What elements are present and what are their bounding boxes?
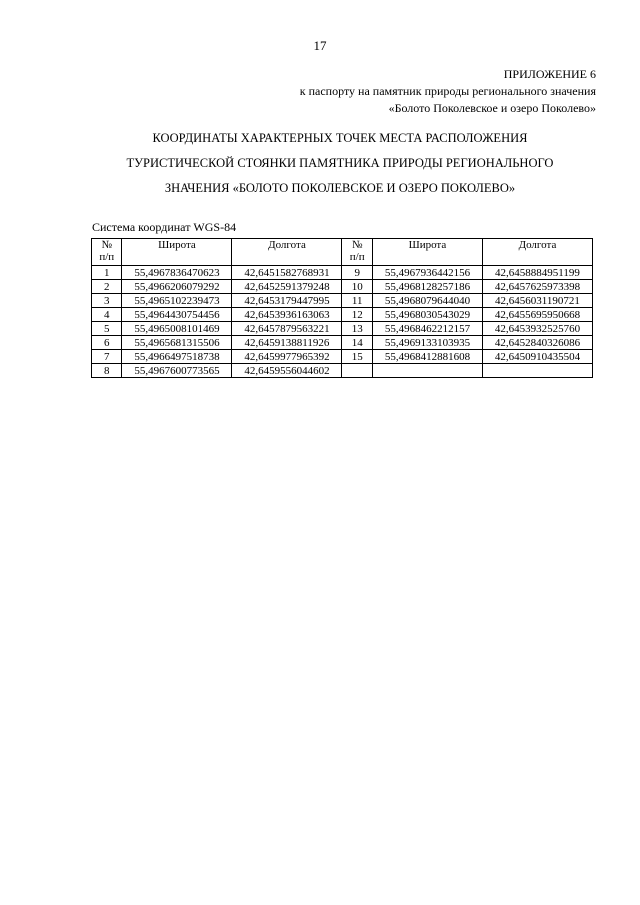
table-row — [92, 350, 593, 364]
latitude-cell: 55,4968030543029 — [372, 308, 482, 322]
heading-line-1: КООРДИНАТЫ ХАРАКТЕРНЫХ ТОЧЕК МЕСТА РАСПОЛОЖЕНИЯ — [152, 131, 528, 145]
table-row — [92, 336, 593, 350]
point-number: 1 — [92, 266, 122, 280]
header-number-symbol: № — [351, 239, 363, 251]
header-number-2 — [342, 239, 372, 266]
longitude-cell: 42,6459977965392 — [232, 350, 342, 364]
point-number: 10 — [342, 280, 372, 294]
table-header-row — [92, 239, 593, 266]
heading-line-2: ТУРИСТИЧЕСКОЙ СТОЯНКИ ПАМЯТНИКА ПРИРОДЫ РЕГИОНАЛЬНОГО — [126, 156, 554, 170]
table-row — [92, 364, 593, 378]
longitude-cell: 42,6451582768931 — [232, 266, 342, 280]
longitude-cell: 42,6457879563221 — [232, 322, 342, 336]
header-longitude-1: Долгота — [232, 239, 342, 266]
longitude-cell: 42,6453932525760 — [482, 322, 592, 336]
longitude-cell: 42,6453936163063 — [232, 308, 342, 322]
point-number: 2 — [92, 280, 122, 294]
point-number: 9 — [342, 266, 372, 280]
latitude-cell: 55,4964430754456 — [122, 308, 232, 322]
appendix-line-1: к паспорту на памятник природы регионального значения — [299, 84, 596, 98]
longitude-cell: 42,6459556044602 — [232, 364, 342, 378]
table-row — [92, 322, 593, 336]
latitude-cell — [372, 364, 482, 378]
page-number: 17 — [313, 38, 327, 53]
table-row — [92, 280, 593, 294]
longitude-cell: 42,6457625973398 — [482, 280, 592, 294]
table-row — [92, 308, 593, 322]
point-number: 7 — [92, 350, 122, 364]
coordinates-table — [91, 238, 593, 378]
table-row — [92, 266, 593, 280]
header-number-1 — [92, 239, 122, 266]
point-number: 6 — [92, 336, 122, 350]
latitude-cell: 55,4966497518738 — [122, 350, 232, 364]
longitude-cell: 42,6459138811926 — [232, 336, 342, 350]
point-number — [342, 364, 372, 378]
appendix-title: ПРИЛОЖЕНИЕ 6 — [503, 67, 596, 81]
latitude-cell: 55,4965102239473 — [122, 294, 232, 308]
point-number: 15 — [342, 350, 372, 364]
point-number: 8 — [92, 364, 122, 378]
point-number: 5 — [92, 322, 122, 336]
point-number: 4 — [92, 308, 122, 322]
latitude-cell: 55,4969133103935 — [372, 336, 482, 350]
table-body — [92, 266, 593, 378]
coordinate-system-label: Система координат WGS-84 — [92, 220, 237, 234]
point-number: 11 — [342, 294, 372, 308]
appendix-block — [300, 66, 596, 117]
header-latitude-1: Широта — [122, 239, 232, 266]
longitude-cell — [482, 364, 592, 378]
longitude-cell: 42,6452591379248 — [232, 280, 342, 294]
latitude-cell: 55,4967600773565 — [122, 364, 232, 378]
latitude-cell: 55,4968079644040 — [372, 294, 482, 308]
longitude-cell: 42,6452840326086 — [482, 336, 592, 350]
latitude-cell: 55,4968462212157 — [372, 322, 482, 336]
longitude-cell: 42,6458884951199 — [482, 266, 592, 280]
point-number: 12 — [342, 308, 372, 322]
latitude-cell: 55,4968128257186 — [372, 280, 482, 294]
document-heading — [60, 126, 620, 201]
table-row — [92, 294, 593, 308]
latitude-cell: 55,4967836470623 — [122, 266, 232, 280]
latitude-cell: 55,4965681315506 — [122, 336, 232, 350]
heading-line-3: ЗНАЧЕНИЯ «БОЛОТО ПОКОЛЕВСКОЕ И ОЗЕРО ПОКОЛЕВО» — [164, 181, 516, 195]
header-latitude-2: Широта — [372, 239, 482, 266]
latitude-cell: 55,4967936442156 — [372, 266, 482, 280]
header-number-abbr: п/п — [99, 251, 115, 263]
point-number: 3 — [92, 294, 122, 308]
longitude-cell: 42,6456031190721 — [482, 294, 592, 308]
header-number-abbr: п/п — [349, 251, 365, 263]
longitude-cell: 42,6450910435504 — [482, 350, 592, 364]
latitude-cell: 55,4965008101469 — [122, 322, 232, 336]
point-number: 14 — [342, 336, 372, 350]
latitude-cell: 55,4966206079292 — [122, 280, 232, 294]
latitude-cell: 55,4968412881608 — [372, 350, 482, 364]
appendix-line-2: «Болото Поколевское и озеро Поколево» — [388, 101, 596, 115]
longitude-cell: 42,6453179447995 — [232, 294, 342, 308]
header-number-symbol: № — [101, 239, 112, 251]
header-longitude-2: Долгота — [482, 239, 592, 266]
point-number: 13 — [342, 322, 372, 336]
longitude-cell: 42,6455695950668 — [482, 308, 592, 322]
